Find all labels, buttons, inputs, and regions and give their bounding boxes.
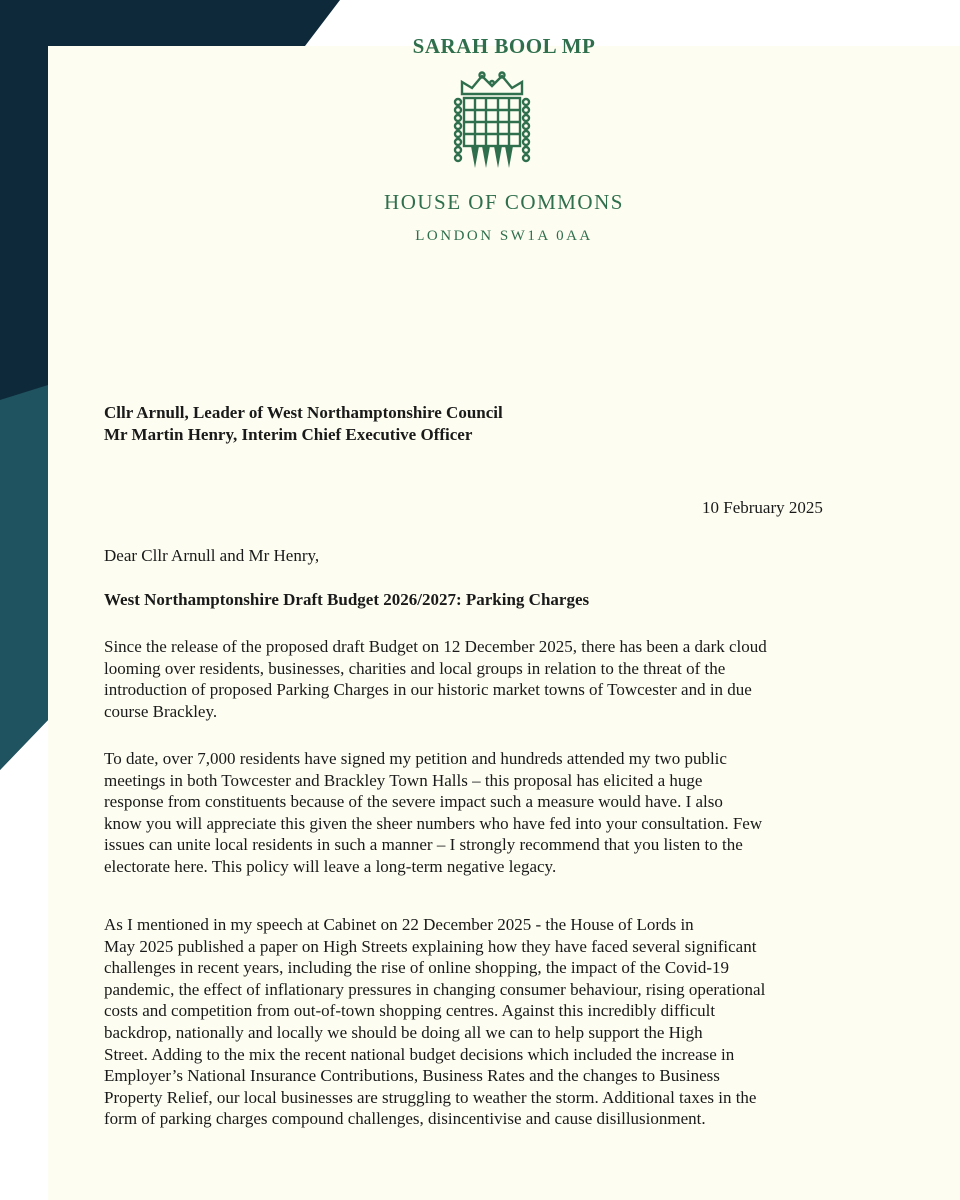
paragraph-line: electorate here. This policy will leave a long-term negative legacy.: [104, 856, 557, 876]
salutation: Dear Cllr Arnull and Mr Henry,: [104, 546, 320, 565]
paragraph-line: form of parking charges compound challenges, disincentivise and cause disillusionment.: [104, 1109, 706, 1129]
paragraph-line: costs and competition from out-of-town shopping centres. Against this incredibly difficult: [104, 1001, 716, 1021]
paragraph-3: [104, 914, 894, 1130]
paragraph-line: backdrop, nationally and locally we should be doing all we can to help support the High: [104, 1022, 703, 1042]
paragraph-line: course Brackley.: [104, 701, 218, 721]
paragraph-line: To date, over 7,000 residents have signed my petition and hundreds attended my two public: [104, 749, 727, 768]
recipient-line: Cllr Arnull, Leader of West Northamptonshire Council: [104, 403, 503, 422]
paragraph-line: Street. Adding to the mix the recent national budget decisions which included the increase in: [104, 1044, 735, 1064]
portcullis-icon: [452, 70, 532, 172]
paragraph-line: looming over residents, businesses, charities and local groups in relation to the threat of the: [104, 658, 726, 678]
letter-date: 10 February 2025: [702, 498, 823, 517]
recipients-block: [104, 402, 503, 445]
paragraph-line: challenges in recent years, including the rise of online shopping, the impact of the Covid-19: [104, 958, 730, 978]
paragraph-1: [104, 636, 894, 722]
paragraph-line: Employer’s National Insurance Contributions, Business Rates and the changes to Business: [104, 1066, 720, 1086]
paragraph-line: issues can unite local residents in such a manner – I strongly recommend that you listen to the: [104, 835, 743, 855]
paragraph-line: know you will appreciate this given the sheer numbers who have fed into your consultation. Few: [104, 813, 763, 833]
paragraph-line: meetings in both Towcester and Brackley Town Halls – this proposal has elicited a huge: [104, 770, 703, 790]
paragraph-line: As I mentioned in my speech at Cabinet on 22 December 2025 - the House of Lords in: [104, 915, 694, 934]
paragraph-line: May 2025 published a paper on High Streets explaining how they have faced several significant: [104, 936, 757, 956]
paragraph-2: [104, 748, 894, 878]
paragraph-line: response from constituents because of the severe impact such a measure would have. I also: [104, 792, 723, 812]
subject-line: West Northamptonshire Draft Budget 2026/2027: Parking Charges: [104, 590, 590, 609]
letterhead-address: LONDON SW1A 0AA: [415, 228, 593, 244]
paragraph-line: Since the release of the proposed draft Budget on 12 December 2025, there has been a dark cloud: [104, 637, 767, 656]
paragraph-line: pandemic, the effect of inflationary pressures in changing consumer behaviour, rising operational: [104, 979, 766, 999]
paragraph-line: introduction of proposed Parking Charges in our historic market towns of Towcester and in due: [104, 680, 752, 700]
letterhead-house: HOUSE OF COMMONS: [384, 190, 624, 214]
recipient-line: Mr Martin Henry, Interim Chief Executive Officer: [104, 424, 473, 444]
paragraph-line: Property Relief, our local businesses are struggling to weather the storm. Additional taxes in the: [104, 1087, 757, 1107]
letterhead-name: SARAH BOOL MP: [412, 34, 596, 58]
teal-panel-left: [0, 385, 48, 770]
